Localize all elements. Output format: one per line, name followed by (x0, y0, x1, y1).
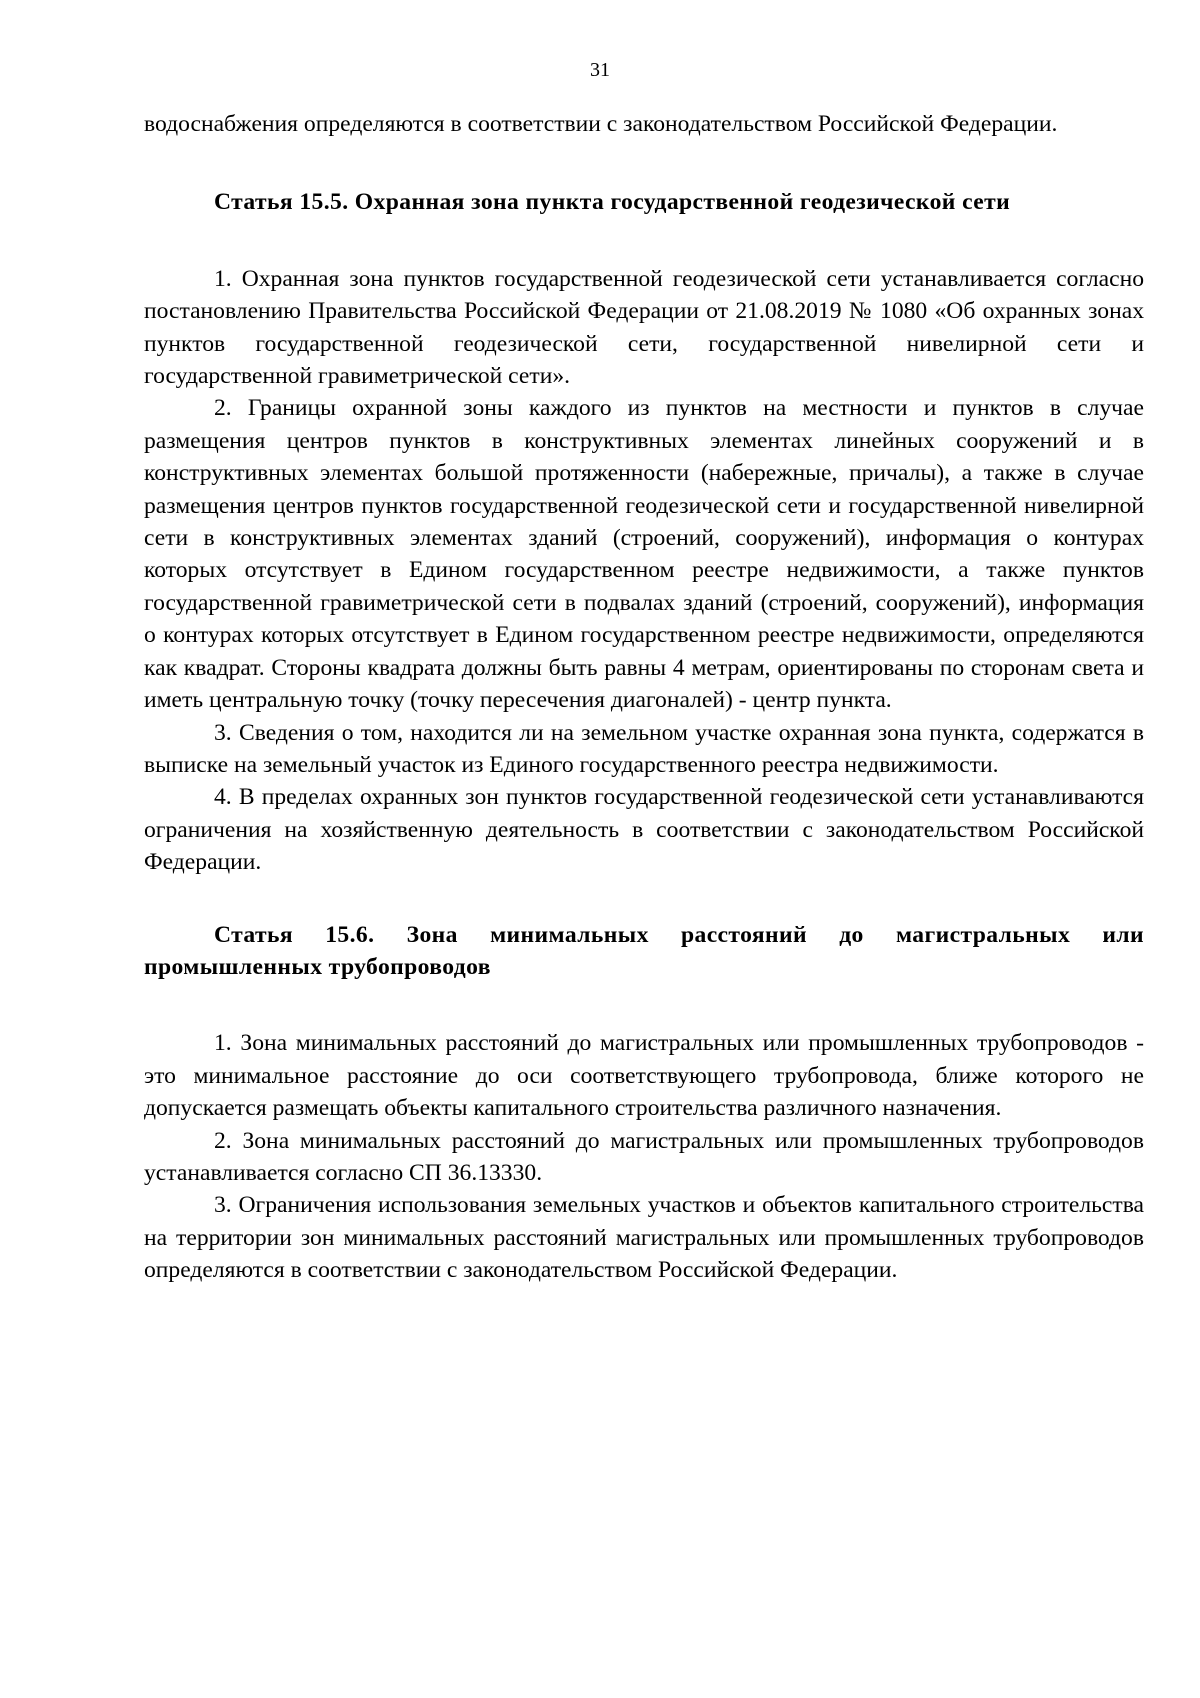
page-number: 31 (590, 59, 610, 81)
article-15-6-heading: Статья 15.6. Зона минимальных расстояний до магистральных или промышленных трубопроводов (144, 921, 1144, 980)
article-15-6-paragraph-1: 1. Зона минимальных расстояний до магистральных или промышленных трубопроводов - это минимальное расстояние до оси соответствующего трубопровода, ближе которого не допускается размещать объекты капитального строительства различного назначения. (144, 1030, 1144, 1122)
document-body (144, 108, 1144, 1287)
article-15-5-paragraph-4: 4. В пределах охранных зон пунктов государственной геодезической сети устанавливаются ограничения на хозяйственную деятельность в соответствии с законодательством Российской Федерации. (144, 784, 1144, 876)
article-15-5-paragraph-1: 1. Охранная зона пунктов государственной геодезической сети устанавливается согласно постановлению Правительства Российской Федерации от 21.08.2019 № 1080 «Об охранных зонах пунктов государственной геодезической сети, государственной нивелирной сети и государственной гравиметрической сети». (144, 265, 1144, 390)
intro-paragraph: водоснабжения определяются в соответствии с законодательством Российской Федерации. (144, 111, 1058, 137)
article-15-5-heading: Статья 15.5. Охранная зона пункта государственной геодезической сети (214, 189, 1011, 216)
article-15-6-paragraph-2: 2. Зона минимальных расстояний до магистральных или промышленных трубопроводов устанавливается согласно СП 36.13330. (144, 1127, 1144, 1186)
article-15-6-paragraph-3: 3. Ограничения использования земельных участков и объектов капитального строительства на территории зон минимальных расстояний магистральных или промышленных трубопроводов определяются в соответствии с законодательством Российской Федерации. (144, 1192, 1144, 1284)
article-15-5-paragraph-3: 3. Сведения о том, находится ли на земельном участке охранная зона пункта, содержатся в выписке на земельный участок из Единого государственного реестра недвижимости. (144, 719, 1144, 778)
article-15-5-paragraph-2: 2. Границы охранной зоны каждого из пунктов на местности и пунктов в случае размещения центров пунктов в конструктивных элементах линейных сооружений и в конструктивных элементах большой протяженности (набережные, причалы), а также в случае размещения центров пунктов государственной геодезической сети и государственной нивелирной сети в конструктивных элементах зданий (строений, сооружений), информация о контурах которых отсутствует в Едином государственном реестре недвижимости, а также пунктов государственной гравиметрической сети в подвалах зданий (строений, сооружений), информация о контурах которых отсутствует в Едином государственном реестре недвижимости, определяются как квадрат. Стороны квадрата должны быть равны 4 метрам, ориентированы по сторонам света и иметь центральную точку (точку пересечения диагоналей) - центр пункта. (144, 395, 1144, 714)
